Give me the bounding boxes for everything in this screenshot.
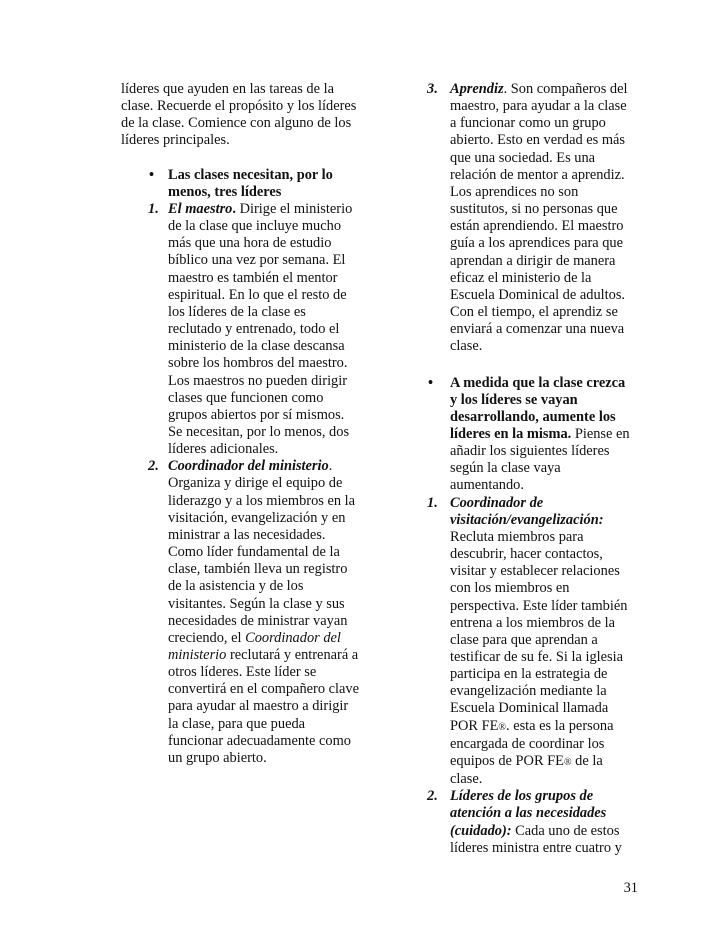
intro-paragraph: líderes que ayuden en las tareas de la clase. Recuerde el propósito y los líderes de la clase. Comience con alguno de los líderes principales. xyxy=(121,81,357,149)
registered-mark: ® xyxy=(498,721,506,733)
list-item-ministry-coordinator xyxy=(121,458,359,767)
bullet-heading: A medida que la clase crezca y los líderes se vayan desarrollando, aumente los líderes en la misma. xyxy=(450,374,626,442)
bullet-heading: Las clases necesitan, por lo menos, tres líderes xyxy=(168,166,333,200)
item-body: Recluta miembros para descubrir, hacer contactos, visitar y establecer relaciones con los miembros en perspectiva. Este líder también entrena a los miembros de la clase para que aprendan a testificar de su fe. Si la iglesia participa en la estrategia de evangelización mediante la Escuela Dominical llamada POR FE xyxy=(450,528,628,734)
list-item-apprentice xyxy=(422,81,630,356)
list-number: 1. xyxy=(148,200,159,217)
registered-mark: ® xyxy=(563,756,572,768)
item-title-sep: . xyxy=(503,81,508,97)
list-number: 3. xyxy=(427,81,438,97)
item-body-cont: . esta es la persona encargada de coordinar los equipos de POR FE xyxy=(450,717,614,769)
item-body-cont: reclutará y entrenará a otros líderes. Este líder se convertirá en el compañero clave para ayudar al maestro a dirigir la clase, para que pueda funcionar adecuadamente como un grupo abierto. xyxy=(168,647,359,766)
bullet-marker: • xyxy=(428,374,434,391)
item-body-end: de la clase. xyxy=(450,752,603,788)
item-title: Aprendiz xyxy=(450,81,504,97)
item-body: Cada uno de estos líderes ministra entre cuatro y xyxy=(450,822,622,856)
list-number: 1. xyxy=(427,494,438,511)
list-number: 2. xyxy=(427,788,438,805)
bullet-marker: • xyxy=(149,166,155,183)
left-column xyxy=(121,81,359,767)
bullet-body: Piense en añadir los siguientes líderes según la clase vaya aumentando. xyxy=(450,425,630,494)
list-number: 2. xyxy=(148,458,159,475)
item-body: Dirige el ministerio de la clase que incluye mucho más que una hora de estudio bíblico una vez por semana. El maestro es también el mentor espiritual. En lo que el resto de los líderes de la clase es reclutado y entrenado, todo el ministerio de la clase descansa sobre los hombros del maestro. xyxy=(168,200,353,372)
item-title: Líderes de los grupos de atención a las necesidades (cuidado): xyxy=(450,788,607,839)
item-title: El maestro xyxy=(168,200,233,217)
item-body: Organiza y dirige el equipo de liderazgo y a los miembros en la visitación, evangelización y en ministrar a las necesidades. Como líder fundamental de la clase, también lleva un registro de la asistencia y de los visitantes. Según la clase y sus necesidades de ministrar vayan creciendo, el xyxy=(168,475,356,646)
bullet-three-leaders xyxy=(121,167,359,201)
item-title-sep: . xyxy=(232,200,236,217)
item-body-italic: Coordinador del ministerio xyxy=(168,629,341,663)
list-item-teacher xyxy=(121,201,359,458)
list-item-care-group-leaders xyxy=(422,788,630,857)
right-column xyxy=(422,81,630,857)
item-title: Coordinador de visitación/evangelización: xyxy=(450,494,604,528)
item-body-2: Los maestros no pueden dirigir clases que funcionen como grupos abiertos por sí mismos. Se necesitan, por lo menos, dos líderes adicionales. xyxy=(168,372,350,458)
page-number: 31 xyxy=(623,880,638,896)
item-title-sep: . xyxy=(328,458,333,475)
list-item-visitation-coordinator xyxy=(422,495,630,789)
bullet-grow-leaders xyxy=(422,375,630,495)
item-title: Coordinador del ministerio xyxy=(168,458,329,475)
item-body: Son compañeros del maestro, para ayudar a la clase a funcionar como un grupo abierto. Esto en verdad es más que una sociedad. Es una relación de mentor a aprendiz. Los aprendices no son sustitutos, si no personas que están aprendiendo. El maestro guía a los aprendices para que aprendan a dirigir de manera eficaz el ministerio de la Escuela Dominical de adultos. Con el tiempo, el aprendiz se enviará a comenzar una nueva clase. xyxy=(450,81,628,355)
